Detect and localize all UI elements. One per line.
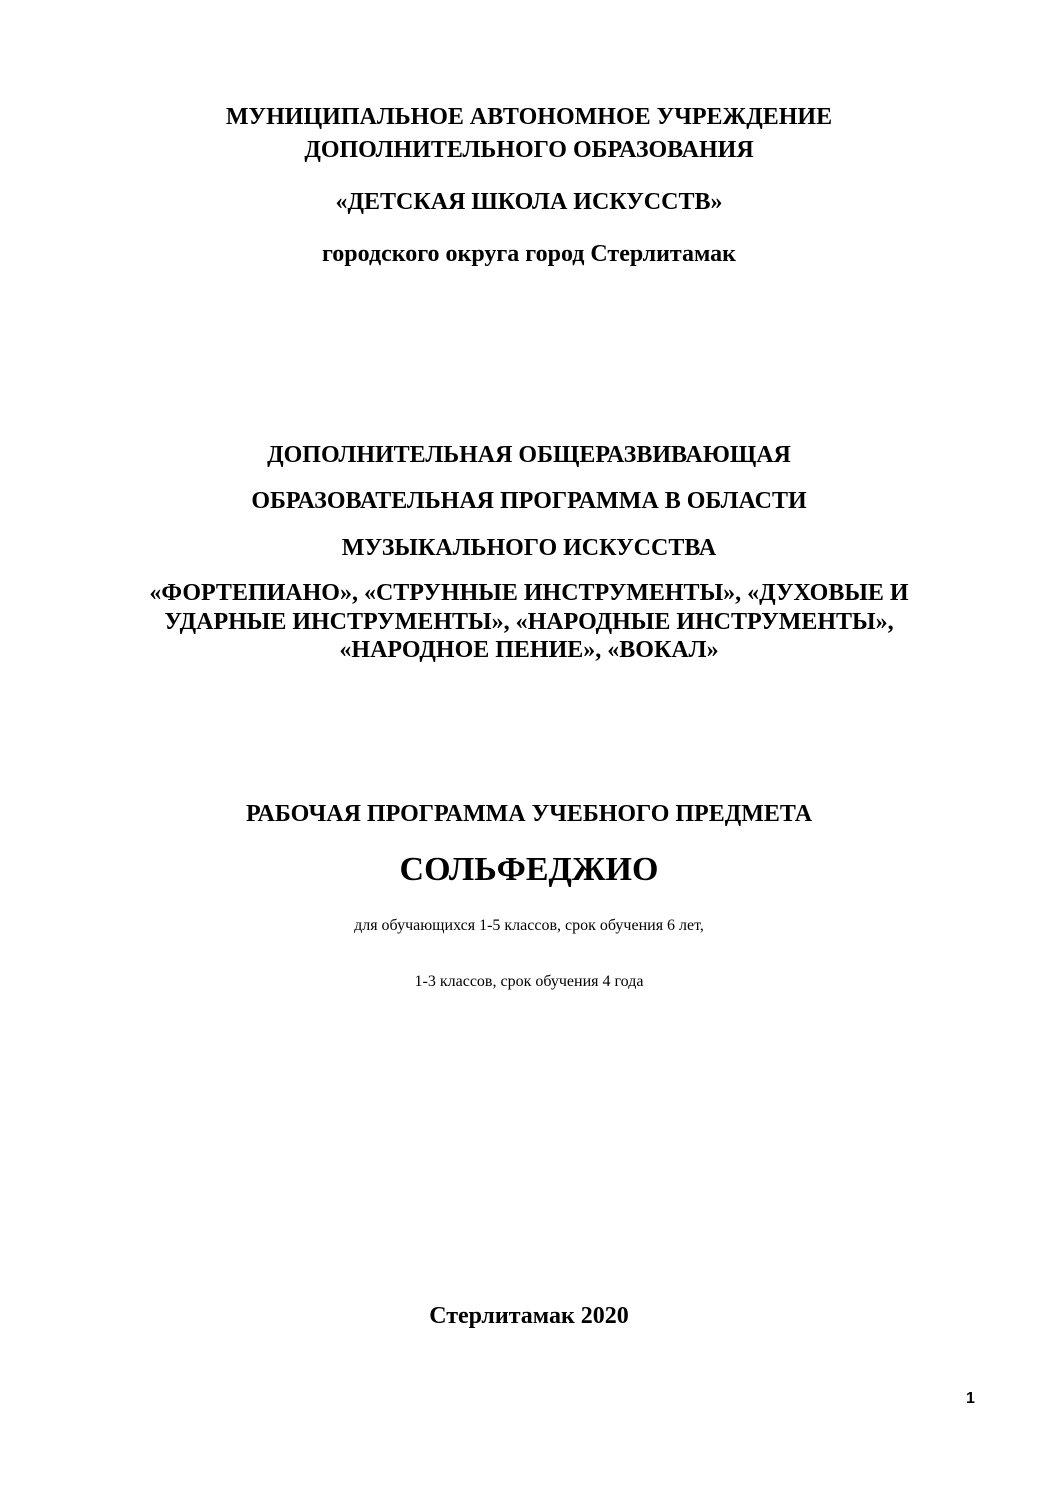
program-line-2: ОБРАЗОВАТЕЛЬНАЯ ПРОГРАММА В ОБЛАСТИ [251,488,807,514]
subject-heading: РАБОЧАЯ ПРОГРАММА УЧЕБНОГО ПРЕДМЕТА [245,801,813,827]
program-specialties-line-3: «НАРОДНОЕ ПЕНИЕ», «ВОКАЛ» [339,637,719,663]
institution-line-2: ДОПОЛНИТЕЛЬНОГО ОБРАЗОВАНИЯ [304,137,754,163]
subject-title: СОЛЬФЕДЖИО [399,851,659,888]
institution-name: «ДЕТСКАЯ ШКОЛА ИСКУССТВ» [335,189,723,215]
program-specialties-line-1: «ФОРТЕПИАНО», «СТРУННЫЕ ИНСТРУМЕНТЫ», «ДУХОВЫЕ И [149,580,909,606]
institution-line-1: МУНИЦИПАЛЬНОЕ АВТОНОМНОЕ УЧРЕЖДЕНИЕ [225,104,833,130]
program-line-1: ДОПОЛНИТЕЛЬНАЯ ОБЩЕРАЗВИВАЮЩАЯ [267,442,791,468]
page-number: 1 [966,1390,975,1407]
program-specialties-line-2: УДАРНЫЕ ИНСТРУМЕНТЫ», «НАРОДНЫЕ ИНСТРУМЕНТЫ», [164,609,894,635]
institution-district: городского округа город Стерлитамак [321,241,736,267]
city-year: Стерлитамак 2020 [429,1303,629,1329]
program-line-3: МУЗЫКАЛЬНОГО ИСКУССТВА [341,535,717,561]
subject-note-line-2: 1-3 классов, срок обучения 4 года [414,973,644,990]
subject-note-line-1: для обучающихся 1-5 классов, срок обучения 6 лет, [354,917,704,934]
